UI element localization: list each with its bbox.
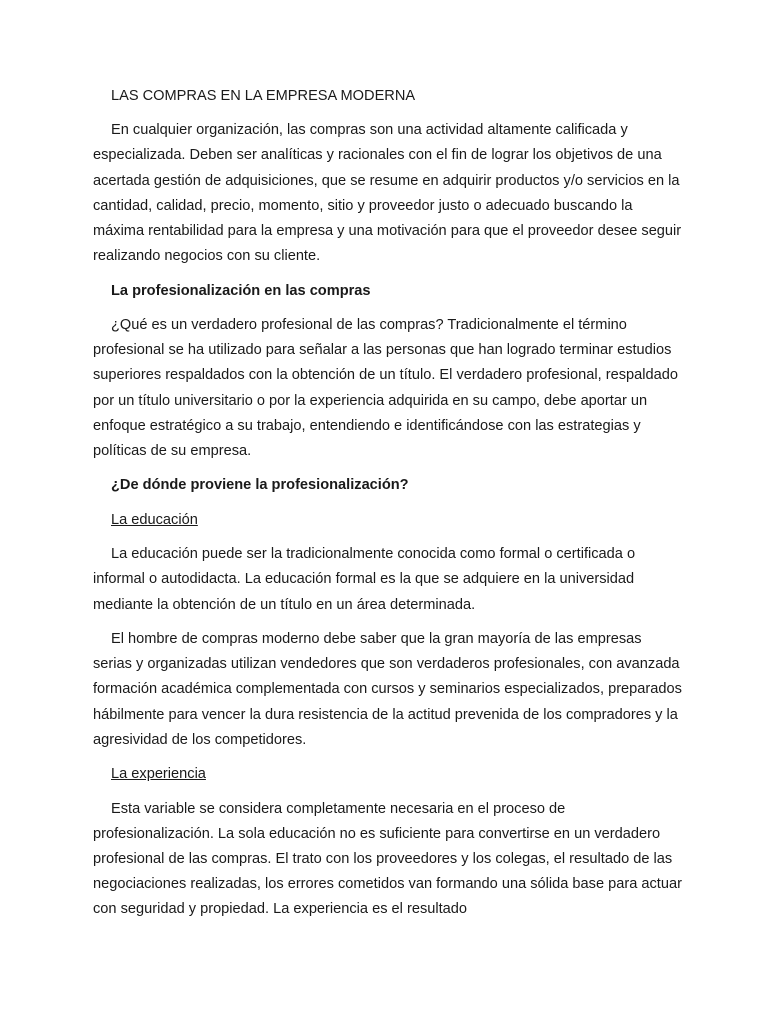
experience-paragraph: Esta variable se considera completamente necesaria en el proceso de profesionalización. La sola educación no es suficiente para convertirse en un verdadero profesional de las compras. El trato con los proveedores y los colegas, el resultado de las negociaciones realizadas, los errores cometidos van formando una sólida base para actuar con seguridad y propiedad. La experiencia es el resultado: [93, 800, 682, 918]
education-paragraph-2: El hombre de compras moderno debe saber que la gran mayoría de las empresas serias y organizadas utilizan vendedores que son verdaderos profesionales, con avanzada formación académica complementada con cursos y seminarios especializados, preparados hábilmente para vencer la dura resistencia de la actitud prevenida de los compradores y la agresividad de los competidores.: [93, 630, 682, 748]
subsection-heading-experiencia-text: La experiencia: [111, 766, 206, 783]
intro-paragraph: En cualquier organización, las compras son una actividad altamente calificada y especializada. Deben ser analíticas y racionales con el fin de lograr los objetivos de una acertada gestión de adquisiciones, que se resume en adquirir productos y/o servicios en la cantidad, calidad, precio, momento, sitio y proveedor justo o adecuado buscando la máxima rentabilidad para la empresa y una motivación para que el proveedor desee seguir realizando negocios con su cliente.: [93, 122, 682, 265]
section-paragraph-profesional: ¿Qué es un verdadero profesional de las compras? Tradicionalmente el término profesional se ha utilizado para señalar a las personas que han logrado terminar estudios superiores respaldados con la obtención de un título. El verdadero profesional, respaldado por un título universitario o por la experiencia adquirida en su campo, debe aportar un enfoque estratégico a su trabajo, entendiendo e identificándose con las estrategias y políticas de su empresa.: [93, 317, 678, 460]
subsection-heading-experiencia: [93, 762, 683, 787]
document-title: LAS COMPRAS EN LA EMPRESA MODERNA: [111, 88, 416, 104]
subsection-heading-educacion-text: La educación: [111, 511, 198, 528]
education-paragraph-1: La educación puede ser la tradicionalmente conocida como formal o certificada o informal o autodidacta. La educación formal es la que se adquiere en la universidad mediante la obtención de un título en un área determinada.: [93, 546, 636, 613]
document-body: [93, 84, 683, 932]
subsection-heading-educacion: [93, 508, 683, 533]
section-heading-origen: ¿De dónde proviene la profesionalización?: [111, 477, 409, 494]
section-heading-profesionalizacion: La profesionalización en las compras: [111, 282, 371, 299]
